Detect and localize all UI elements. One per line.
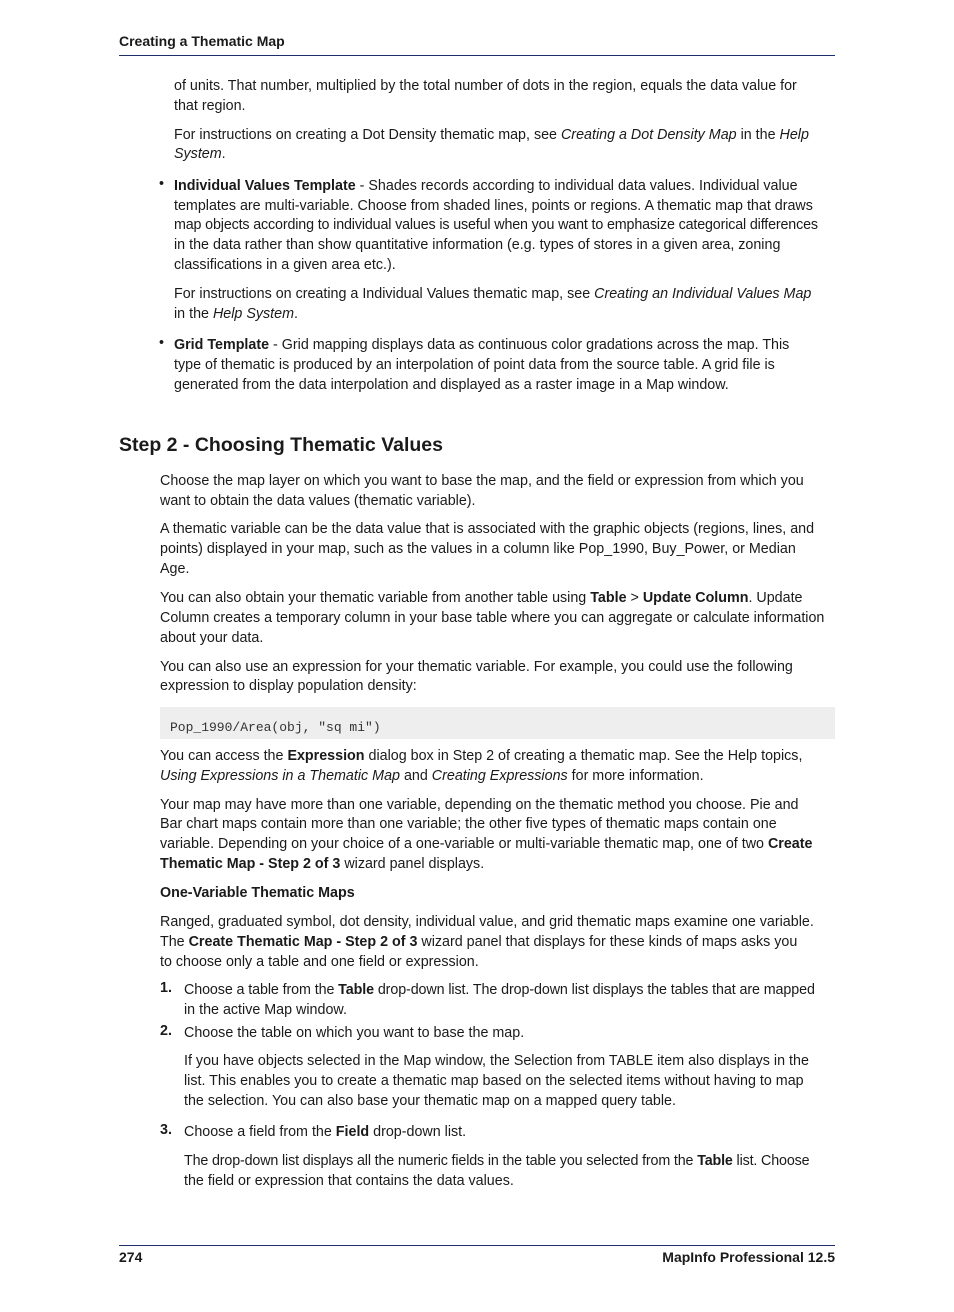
help-topic-creating-expressions: Creating Expressions <box>431 768 568 784</box>
step2-p6-line2: Bar chart maps contain more than one variable; the other five types of thematic maps contain one <box>160 816 777 832</box>
grid-template-title: Grid Template <box>174 337 270 353</box>
step2-p3-line1: You can also obtain your thematic variable from another table using Table > Update Column. Update <box>160 590 803 606</box>
step1-line2: in the active Map window. <box>184 1002 347 1018</box>
help-topic-expressions-thematic: Using Expressions in a Thematic Map <box>160 768 400 784</box>
step3-note-line1: The drop-down list displays all the numeric fields in the table you selected from the Table list. Choose <box>184 1153 810 1169</box>
product-name: MapInfo Professional 12.5 <box>662 1249 835 1265</box>
step2-note-line1: If you have objects selected in the Map window, the Selection from TABLE item also displays in the <box>184 1053 809 1069</box>
code-example <box>160 707 835 739</box>
grid-template-line2: type of thematic is produced by an interpolation of point data from the source table. A grid file is <box>174 357 775 373</box>
step3-line1: Choose a field from the Field drop-down list. <box>184 1124 467 1140</box>
step2-p2-line2: points) displayed in your map, such as the values in a column like Pop_1990, Buy_Power, or Median <box>160 541 796 557</box>
section-heading: Step 2 - Choosing Thematic Values <box>119 434 443 456</box>
step2-p2-line1: A thematic variable can be the data value that is associated with the graphic objects (regions, lines, and <box>160 521 815 537</box>
dot-density-instruction-line1: For instructions on creating a Dot Density thematic map, see Creating a Dot Density Map in the Help <box>174 127 809 143</box>
step2-p7-line3: to choose only a table and one field or expression. <box>160 954 479 970</box>
individual-values-instruction-line2: in the Help System. <box>174 306 298 322</box>
step2-line1: Choose the table on which you want to base the map. <box>184 1025 525 1041</box>
footer-rule <box>119 1245 835 1246</box>
step2-p6-line1: Your map may have more than one variable, depending on the thematic method you choose. Pie and <box>160 797 799 813</box>
step2-note-line3: the selection. You can also base your thematic map on a mapped query table. <box>184 1093 676 1109</box>
page-number: 274 <box>119 1249 143 1265</box>
individual-values-line4: in the data rather than show quantitative information (e.g. types of stores in a given area, zoning <box>174 237 781 253</box>
step2-p5-line2: Using Expressions in a Thematic Map and Creating Expressions for more information. <box>160 768 704 784</box>
grid-template-line3: generated from the data interpolation and displayed as a raster image in a Map window. <box>174 377 729 393</box>
step-number-3: 3. <box>160 1122 172 1138</box>
step2-p1-line2: want to obtain the data values (thematic variable). <box>160 493 476 509</box>
step2-p2-line3: Age. <box>160 561 190 577</box>
step2-p4-line1: You can also use an expression for your thematic variable. For example, you could use the following <box>160 659 793 675</box>
dot-density-topic-link: Creating a Dot Density Map <box>560 127 737 143</box>
step2-p3-line3: about your data. <box>160 630 264 646</box>
step2-p6-line4: Thematic Map - Step 2 of 3 wizard panel displays. <box>160 856 485 872</box>
bullet-marker: • <box>159 176 165 192</box>
running-header: Creating a Thematic Map <box>119 33 285 49</box>
update-column-menu-ref: Update Column <box>642 590 749 606</box>
step2-p3-line2: Column creates a temporary column in your base table where you can aggregate or calculate information <box>160 610 825 626</box>
header-rule <box>119 55 835 56</box>
step1-line1: Choose a table from the Table drop-down list. The drop-down list displays the tables that are mapped <box>184 982 815 998</box>
expression-dialog-ref: Expression <box>287 748 365 764</box>
sub-heading: One-Variable Thematic Maps <box>160 885 355 901</box>
step2-note-line2: list. This enables you to create a thematic map based on the selected items without having to map <box>184 1073 804 1089</box>
grid-template-line1: Grid Template - Grid mapping displays data as continuous color gradations across the map. This <box>174 337 790 353</box>
bullet-marker: • <box>159 335 165 351</box>
individual-values-line5: classifications in a given area etc.). <box>174 257 396 273</box>
dot-density-cont-line1: of units. That number, multiplied by the total number of dots in the region, equals the data value for <box>174 78 797 94</box>
individual-values-line2: templates are multi-variable. Choose from shaded lines, points or regions. A thematic map that draws <box>174 198 813 214</box>
individual-values-line3: map objects according to individual values is useful when you want to emphasize categorical differences <box>174 217 818 233</box>
step2-p7-line1: Ranged, graduated symbol, dot density, individual value, and grid thematic maps examine one variable. <box>160 914 814 930</box>
dot-density-instruction-line2: System. <box>174 146 226 162</box>
individual-values-topic-link: Creating an Individual Values Map <box>594 286 812 302</box>
step2-p1-line1: Choose the map layer on which you want to base the map, and the field or expression from which you <box>160 473 804 489</box>
dot-density-cont-line2: that region. <box>174 98 246 114</box>
step2-p6-line3: variable. Depending on your choice of a one-variable or multi-variable thematic map, one of two Create <box>160 836 813 852</box>
step-number-1: 1. <box>160 980 172 996</box>
step2-p5-line1: You can access the Expression dialog box in Step 2 of creating a thematic map. See the Help topics, <box>160 748 803 764</box>
step-number-2: 2. <box>160 1023 172 1039</box>
individual-values-line1: Individual Values Template - Shades records according to individual data values. Individual value <box>174 178 798 194</box>
step2-p4-line2: expression to display population density: <box>160 678 417 694</box>
step3-note-line2: the field or expression that contains the data values. <box>184 1173 514 1189</box>
individual-values-title: Individual Values Template <box>174 178 356 194</box>
step2-p7-line2: The Create Thematic Map - Step 2 of 3 wizard panel that displays for these kinds of maps asks you <box>160 934 798 950</box>
individual-values-instruction-line1: For instructions on creating a Individual Values thematic map, see Creating an Individual Values Map <box>174 286 812 302</box>
code-text: Pop_1990/Area(obj, "sq mi") <box>170 720 381 735</box>
table-menu-ref: Table <box>590 590 627 606</box>
